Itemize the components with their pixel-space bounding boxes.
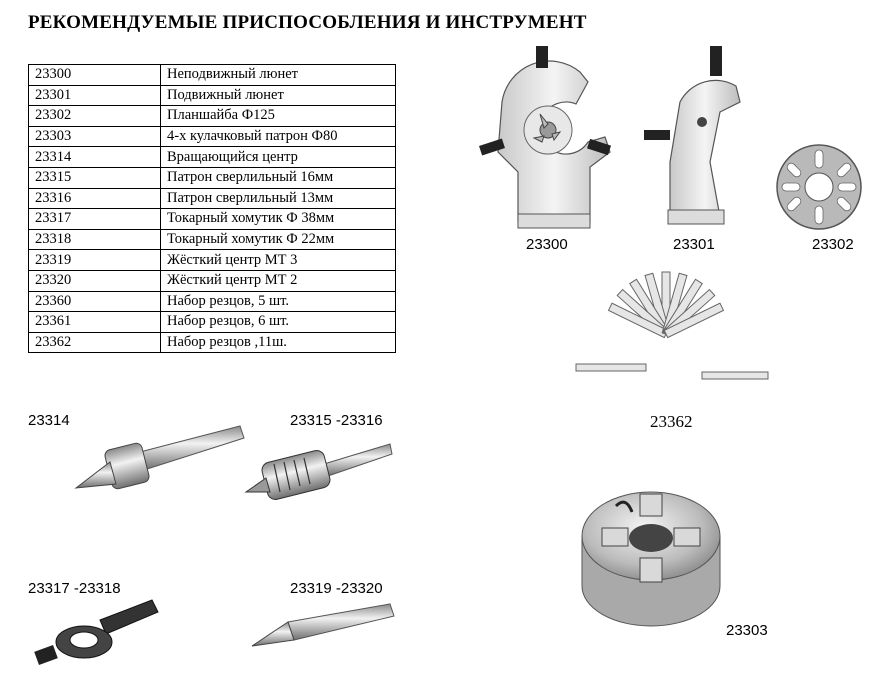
part-name: Токарный хомутик Ф 22мм [161, 229, 396, 250]
faceplate-illustration [774, 142, 864, 232]
part-name: Неподвижный люнет [161, 65, 396, 86]
label-23314: 23314 [28, 412, 70, 429]
label-23303: 23303 [726, 622, 768, 639]
part-code: 23314 [29, 147, 161, 168]
table-row [29, 188, 396, 209]
four-jaw-chuck-illustration [576, 476, 726, 634]
table-row [29, 65, 396, 86]
part-code: 23315 [29, 167, 161, 188]
table-row [29, 167, 396, 188]
part-code: 23317 [29, 209, 161, 230]
label-23302: 23302 [812, 236, 854, 253]
part-name: 4-х кулачковый патрон Ф80 [161, 126, 396, 147]
part-code: 23319 [29, 250, 161, 271]
label-23315-23316: 23315 -23316 [290, 412, 383, 429]
drill-chuck-illustration [244, 434, 394, 504]
table-row [29, 250, 396, 271]
parts-table [28, 64, 396, 353]
part-code: 23320 [29, 270, 161, 291]
part-name: Вращающийся центр [161, 147, 396, 168]
fixed-steady-rest-illustration [470, 42, 620, 237]
table-row [29, 126, 396, 147]
part-code: 23301 [29, 85, 161, 106]
dead-center-illustration [248, 600, 398, 656]
table-row [29, 312, 396, 333]
part-name: Планшайба Ф125 [161, 106, 396, 127]
part-name: Токарный хомутик Ф 38мм [161, 209, 396, 230]
label-23300: 23300 [526, 236, 568, 253]
lathe-dog-illustration [30, 598, 160, 672]
label-23317-23318: 23317 -23318 [28, 580, 121, 597]
part-code: 23318 [29, 229, 161, 250]
label-23362: 23362 [650, 412, 693, 431]
part-name: Жёсткий центр МТ 3 [161, 250, 396, 271]
table-row [29, 270, 396, 291]
part-name: Набор резцов, 6 шт. [161, 312, 396, 333]
part-name: Патрон сверлильный 13мм [161, 188, 396, 209]
part-code: 23362 [29, 332, 161, 353]
page-title: РЕКОМЕНДУЕМЫЕ ПРИСПОСОБЛЕНИЯ И ИНСТРУМЕНТ [28, 12, 587, 33]
table-row [29, 106, 396, 127]
label-23301: 23301 [673, 236, 715, 253]
part-name: Набор резцов ,11ш. [161, 332, 396, 353]
part-name: Патрон сверлильный 16мм [161, 167, 396, 188]
part-code: 23303 [29, 126, 161, 147]
part-code: 23361 [29, 312, 161, 333]
table-row [29, 291, 396, 312]
part-code: 23300 [29, 65, 161, 86]
part-code: 23302 [29, 106, 161, 127]
table-row [29, 229, 396, 250]
table-row [29, 209, 396, 230]
label-23319-23320: 23319 -23320 [290, 580, 383, 597]
part-name: Подвижный люнет [161, 85, 396, 106]
table-row [29, 332, 396, 353]
table-row [29, 147, 396, 168]
part-name: Жёсткий центр МТ 2 [161, 270, 396, 291]
live-center-illustration [70, 418, 250, 498]
part-name: Набор резцов, 5 шт. [161, 291, 396, 312]
table-row [29, 85, 396, 106]
part-code: 23316 [29, 188, 161, 209]
moving-steady-rest-illustration [640, 42, 750, 232]
part-code: 23360 [29, 291, 161, 312]
cutter-set-illustration [572, 268, 772, 386]
